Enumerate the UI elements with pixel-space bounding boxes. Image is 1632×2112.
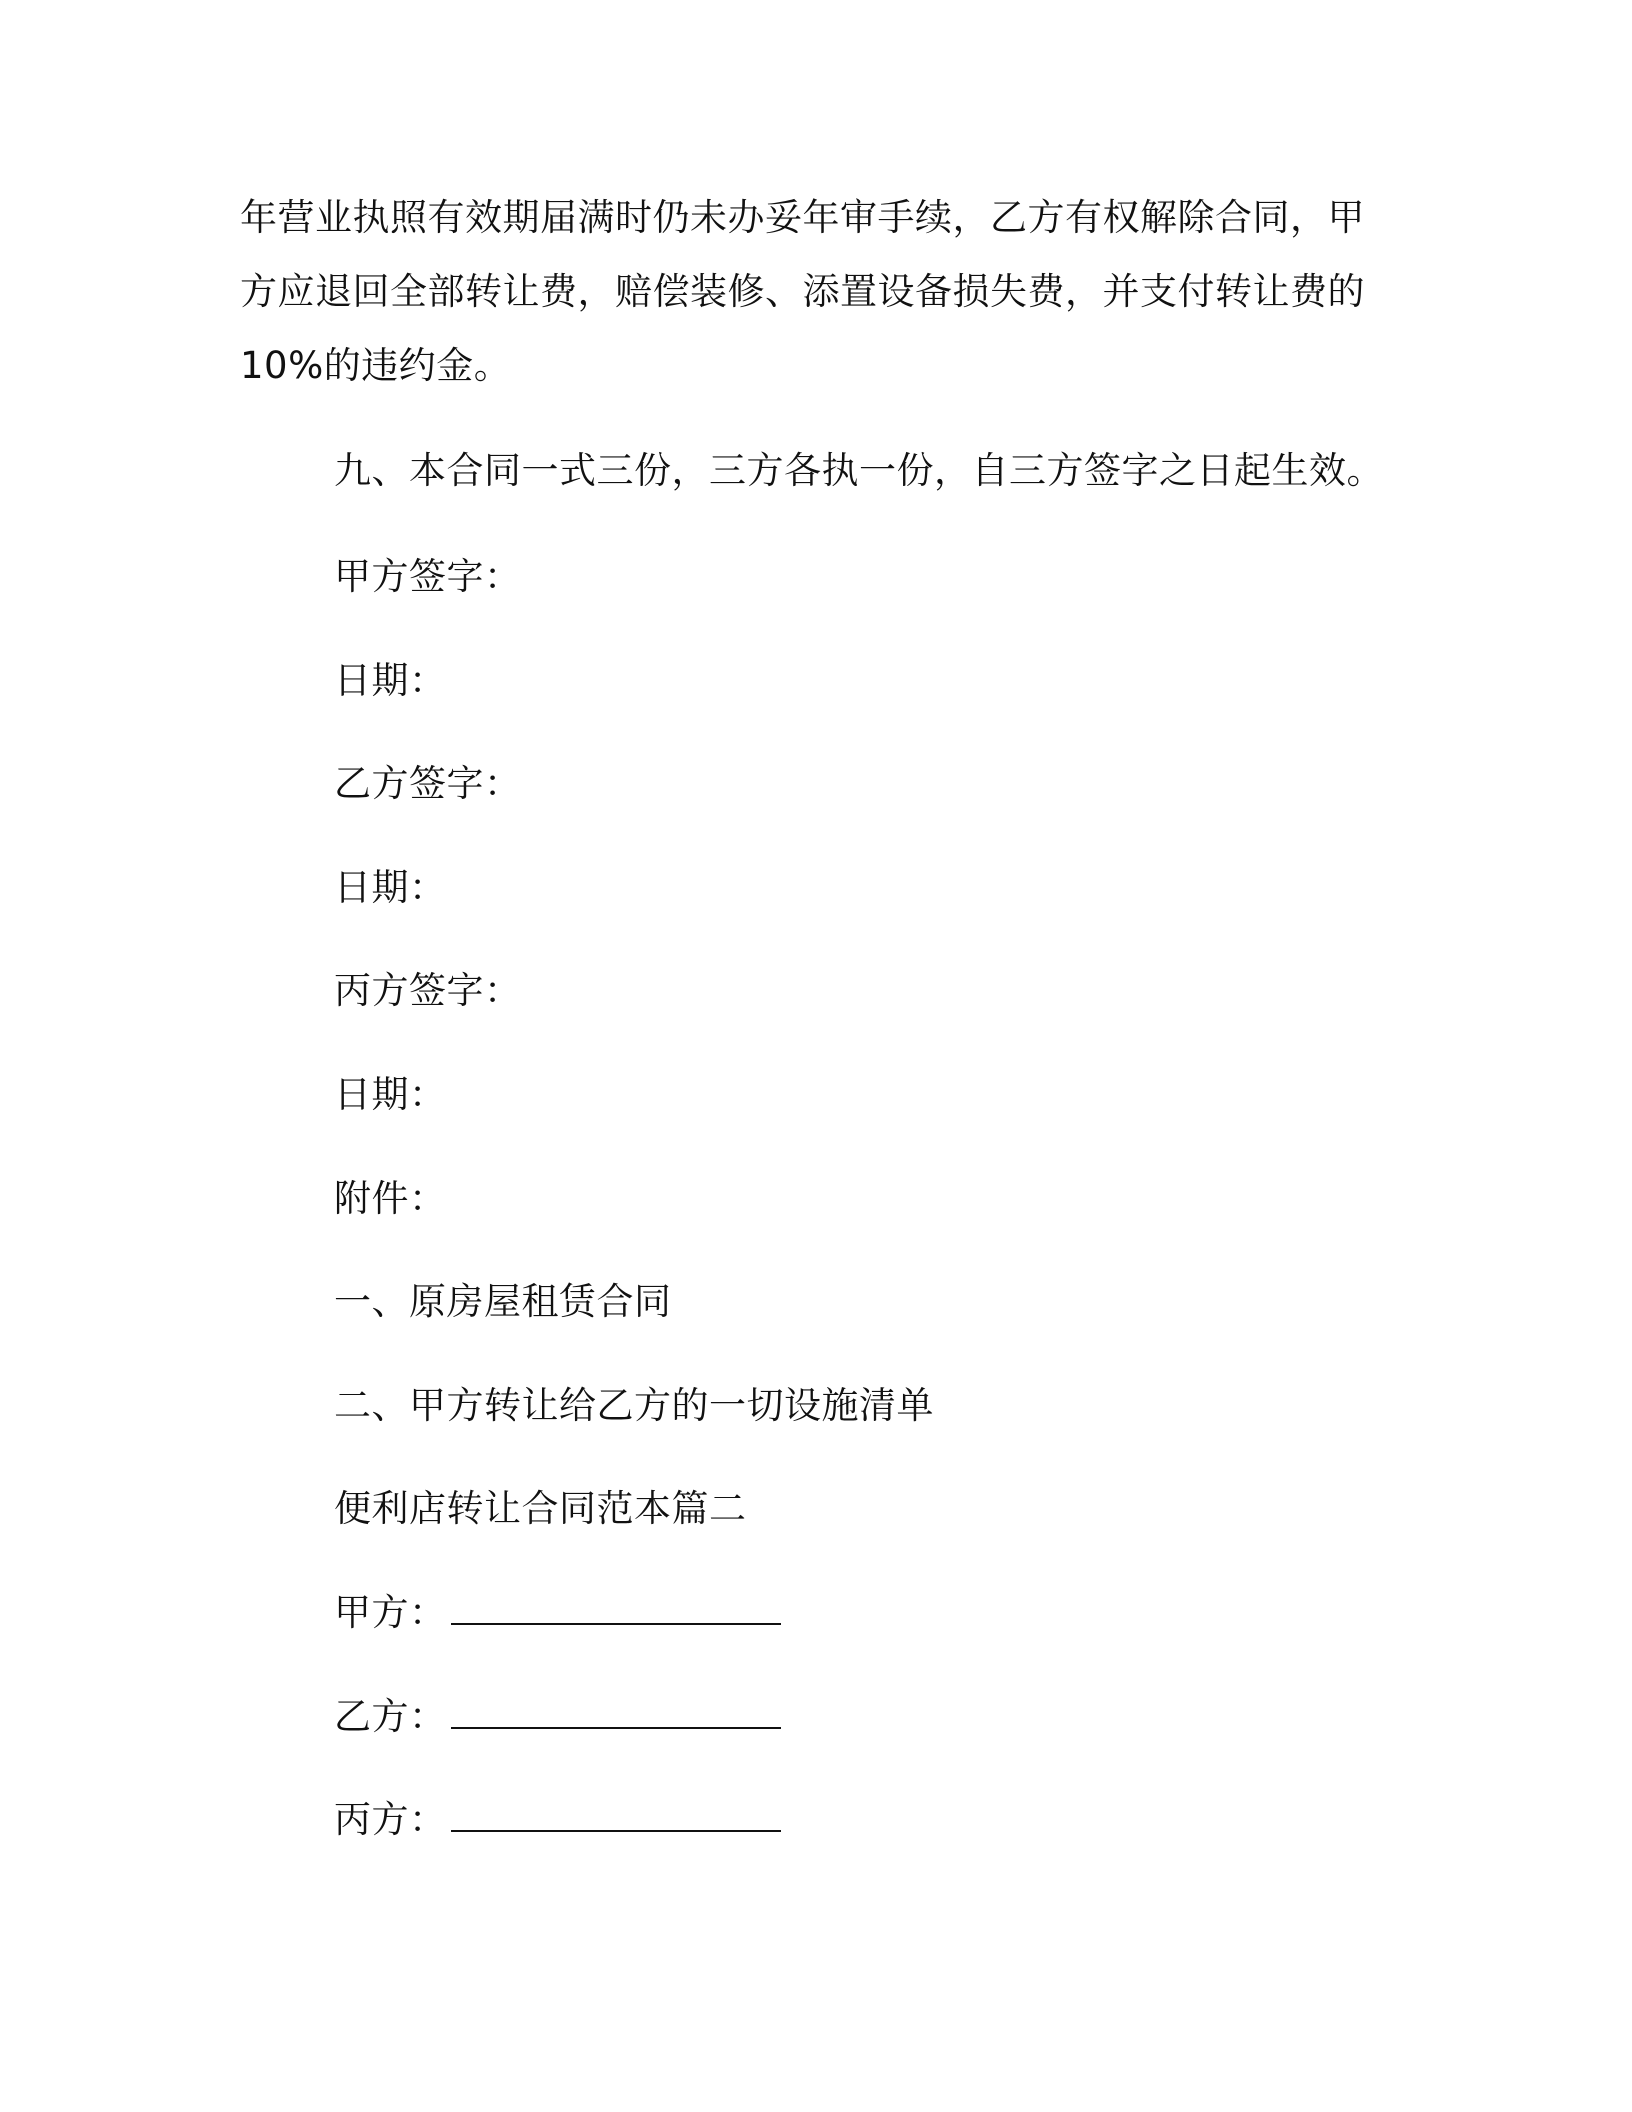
attachment-item-1: 一、原房屋租赁合同 (334, 1280, 672, 1323)
party-c-label: 丙方： (334, 1798, 447, 1841)
attachment-item-2: 二、甲方转让给乙方的一切设施清单 (334, 1384, 934, 1427)
party-a-date-label: 日期： (334, 659, 447, 702)
paragraph-line-3: 10%的违约金。 (240, 344, 512, 387)
party-c-blank (451, 1800, 781, 1832)
party-c-date-label: 日期： (334, 1073, 447, 1116)
party-b-blank (451, 1697, 781, 1729)
paragraph-line-2: 方应退回全部转让费，赔偿装修、添置设备损失费，并支付转让费的 (240, 270, 1365, 313)
party-a-label: 甲方： (334, 1591, 447, 1634)
clause-nine: 九、本合同一式三份，三方各执一份，自三方签字之日起生效。 (334, 449, 1384, 492)
second-contract-title: 便利店转让合同范本篇二 (334, 1487, 747, 1530)
party-b-field (334, 1695, 781, 1739)
party-a-blank (451, 1593, 781, 1625)
party-c-signature-label: 丙方签字： (334, 969, 522, 1012)
attachments-label: 附件： (334, 1177, 447, 1220)
party-b-label: 乙方： (334, 1695, 447, 1738)
party-b-date-label: 日期： (334, 866, 447, 909)
party-b-signature-label: 乙方签字： (334, 762, 522, 805)
paragraph-line-1: 年营业执照有效期届满时仍未办妥年审手续，乙方有权解除合同，甲 (240, 196, 1365, 239)
party-c-field (334, 1798, 781, 1842)
party-a-signature-label: 甲方签字： (334, 555, 522, 598)
party-a-field (334, 1591, 781, 1635)
